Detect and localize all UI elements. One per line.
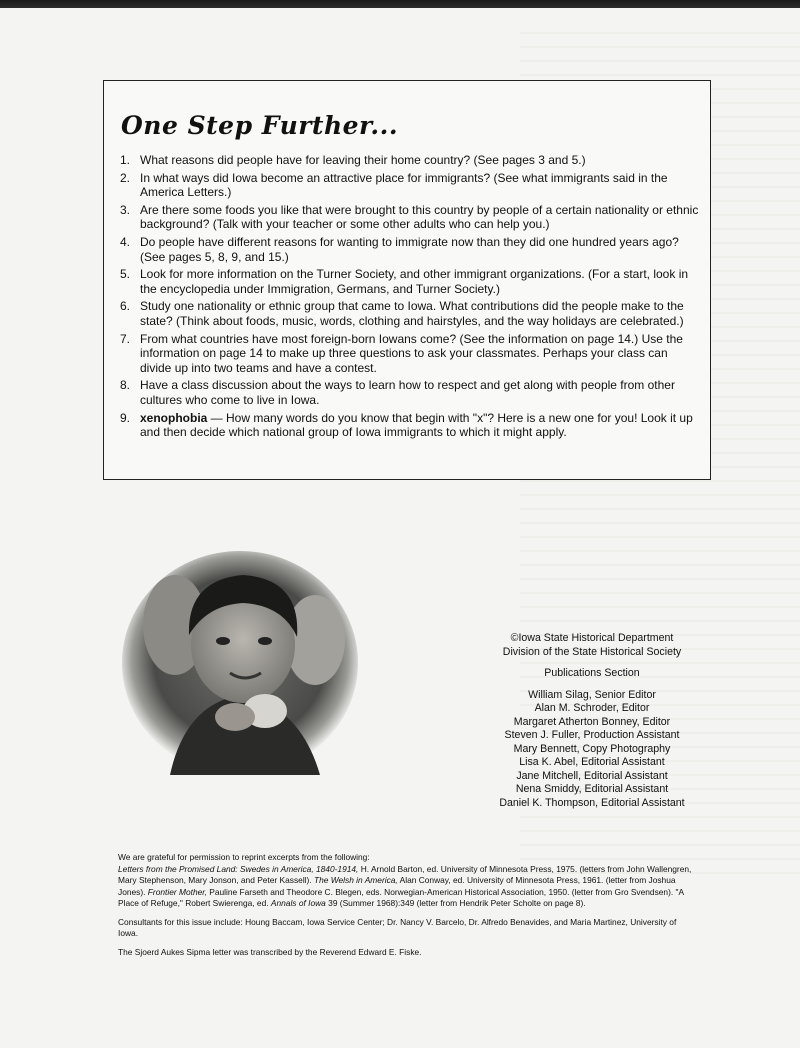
child-photo-image	[115, 545, 365, 790]
page-top-edge	[0, 0, 800, 8]
question-item	[120, 235, 700, 264]
question-list	[120, 153, 700, 443]
staff-line: Lisa K. Abel, Editorial Assistant	[519, 756, 665, 768]
transcription-note: The Sjoerd Aukes Sipma letter was transcribed by the Reverend Edward E. Fiske.	[118, 946, 422, 957]
box-heading: One Step Further...	[121, 111, 399, 140]
question-text: From what countries have most foreign-born Iowans come? (See the information on page 14.) Use the information on page 14 to make up three questions to ask your classmates. Perhaps your class can divide up into two teams and have a contest.	[140, 331, 683, 375]
question-text: Do people have different reasons for wanting to immigrate now than they did one hundred years ago? (See pages 5, 8, 9, and 15.)	[140, 234, 679, 264]
question-number: 7.	[120, 331, 131, 346]
source-title: Frontier Mother,	[147, 886, 207, 897]
staff-line: Nena Smiddy, Editorial Assistant	[515, 783, 669, 795]
question-number: 6.	[120, 299, 131, 314]
question-number: 3.	[120, 202, 131, 217]
division-line: Division of the State Historical Society	[502, 645, 682, 658]
source-details: 39 (Summer 1968):349 (letter from Hendrik Peter Scholte on page 8).	[325, 898, 586, 908]
source-title: Letters from the Promised Land: Swedes in America, 1840-1914,	[118, 863, 359, 874]
acknowledgment-sources	[118, 852, 698, 910]
staff-line: Margaret Atherton Bonney, Editor	[513, 715, 671, 728]
section-line: Publications Section	[544, 667, 640, 679]
question-number: 1.	[120, 153, 131, 167]
staff-line: Jane Mitchell, Editorial Assistant	[516, 769, 668, 782]
source-title: The Welsh in America,	[313, 875, 398, 885]
question-text: Are there some foods you like that were brought to this country by people of a certain nationality or ethnic background? (Talk with your teacher or some other adults who can help you.)	[140, 202, 699, 232]
source-title: Annals of Iowa	[270, 898, 326, 908]
question-item	[120, 411, 700, 440]
staff-line: Daniel K. Thompson, Editorial Assistant	[499, 796, 685, 809]
question-item	[120, 153, 700, 168]
question-number: 8.	[120, 378, 131, 393]
activity-box	[103, 80, 711, 480]
question-number: 9.	[120, 410, 131, 425]
question-number: 4.	[120, 234, 131, 249]
staff-line: William Silag, Senior Editor	[528, 688, 656, 701]
staff-line: Steven J. Fuller, Production Assistant	[504, 729, 680, 741]
question-text: Look for more information on the Turner Society, and other immigrant organizations. (For a start, look in the encyclopedia under Immigration, Germans, and Turner Society.)	[140, 267, 689, 296]
copyright-line: ©Iowa State Historical Department	[510, 632, 674, 644]
staff-line: Alan M. Schroder, Editor	[534, 702, 650, 714]
source-details: Alan Conway, ed. University of Minnesota Press, 1961. (letter from Joshua Jones).	[118, 875, 676, 897]
question-text: Have a class discussion about the ways to learn how to respect and get along with people from other cultures who come to live in Iowa.	[140, 378, 675, 407]
acknowledgment-intro: We are grateful for permission to reprint excerpts from the following:	[118, 852, 370, 862]
question-item	[120, 203, 700, 232]
question-text: — How many words do you know that begin with "x"? Here is a new one for you! Look it up and then decide which national group of Iowa immigrants to which it might apply.	[140, 410, 693, 440]
vocabulary-term: xenophobia	[140, 410, 208, 425]
question-number: 2.	[120, 170, 131, 185]
consultants-note: Consultants for this issue include: Houng Baccam, Iowa Service Center; Dr. Nancy V. Barcelo, Dr. Alfredo Benavides, and Maria Martinez, University of Iowa.	[118, 916, 677, 938]
question-item	[120, 171, 700, 200]
question-item	[120, 332, 700, 376]
question-number: 5.	[120, 267, 131, 282]
acknowledgments	[118, 852, 698, 965]
child-photo	[115, 545, 365, 790]
question-item	[120, 267, 700, 296]
question-text: What reasons did people have for leaving their home country? (See pages 3 and 5.)	[140, 153, 586, 167]
question-text: Study one nationality or ethnic group that came to Iowa. What contributions did the people make to the state? (Think about foods, music, words, clothing and hairstyles, and the way holidays are celebrated.)	[140, 299, 684, 328]
staff-line: Mary Bennett, Copy Photography	[513, 742, 671, 755]
source-details: H. Arnold Barton, ed. University of Minnesota Press, 1975. (letters from John Wallengren, Mary Stephenson, Mary Jonson, and Peter Kassell).	[118, 863, 692, 885]
question-text: In what ways did Iowa become an attractive place for immigrants? (See what immigrants said in the America Letters.)	[140, 170, 668, 200]
question-item	[120, 299, 700, 328]
question-item	[120, 378, 700, 407]
publication-credits	[462, 632, 722, 810]
source-details: Pauline Farseth and Theodore C. Blegen, eds. Norwegian-American Historical Association, 1950. (letter from Gro Svendsen). "A Place of Refuge," Robert Swierenga, ed.	[118, 886, 684, 908]
